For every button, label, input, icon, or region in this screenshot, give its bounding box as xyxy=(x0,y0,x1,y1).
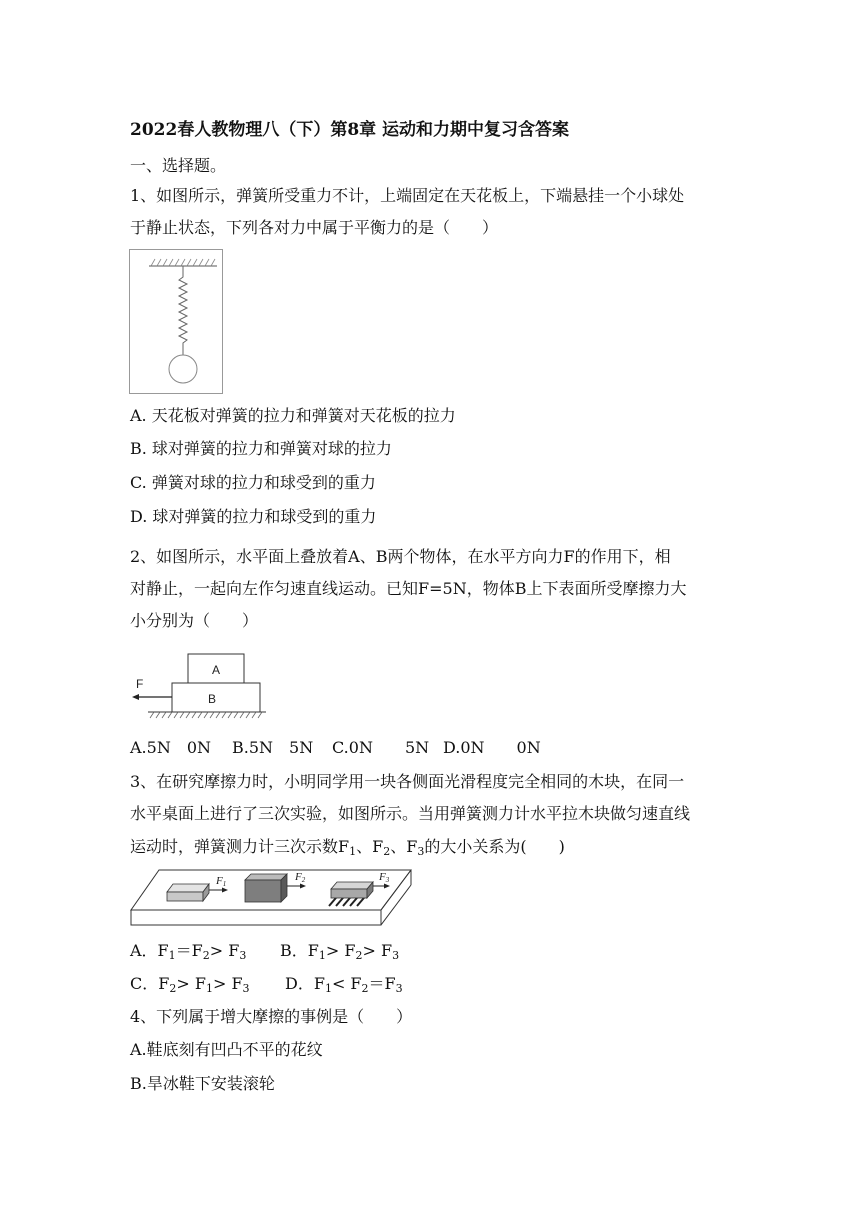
q3-stem-line2: 水平桌面上进行了三次实验，如图所示。当用弹簧测力计水平拉木块做匀速直线 xyxy=(130,804,691,823)
force-arrow-head xyxy=(132,694,139,700)
q2-stem-line3: 小分别为（ ） xyxy=(130,611,259,630)
q3-option-c: C．$F_2> F_1> F_3$ xyxy=(130,974,250,995)
q3-experiment-figure xyxy=(129,866,413,928)
q3-option-d: D．$F_1< F_2=F_3$ xyxy=(285,974,403,995)
q2-option-a: A.5N 0N xyxy=(130,738,212,757)
f3-label: F3 xyxy=(379,871,390,884)
q1-option-b: B. 球对弹簧的拉力和弹簧对球的拉力 xyxy=(130,439,392,458)
q4-stem: 4、下列属于增大摩擦的事例是（ ） xyxy=(130,1007,413,1026)
q2-blocks-figure xyxy=(130,650,270,720)
block-b-label: B xyxy=(207,692,217,706)
q4-option-b: B.旱冰鞋下安装滚轮 xyxy=(130,1074,275,1093)
q2-option-d: D.0N 0N xyxy=(443,738,541,757)
block-a-label: A xyxy=(211,663,221,677)
block-2 xyxy=(245,880,281,902)
q2-option-c: C.0N 5N xyxy=(332,738,430,757)
q2-stem-line1: 2、如图所示，水平面上叠放着A、B两个物体，在水平方向力F的作用下，相 xyxy=(130,547,671,566)
table-edge xyxy=(131,910,381,925)
q1-stem-line1: 1、如图所示，弹簧所受重力不计，上端固定在天花板上，下端悬挂一个小球处 xyxy=(130,186,685,205)
block-3 xyxy=(331,889,367,898)
q1-spring-figure xyxy=(129,249,223,394)
q3-stem-line3: 运动时，弹簧测力计三次示数$F_1$、$F_2$、$F_3$的大小关系为( ) xyxy=(130,837,565,858)
q1-option-a: A. 天花板对弹簧的拉力和弹簧对天花板的拉力 xyxy=(130,406,456,425)
q1-option-c: C. 弹簧对球的拉力和球受到的重力 xyxy=(130,473,376,492)
section-heading: 一、选择题。 xyxy=(130,156,227,175)
q1-option-d: D. 球对弹簧的拉力和球受到的重力 xyxy=(130,507,377,526)
block-1 xyxy=(167,892,203,901)
q3-option-a: A．$F_1=F_2> F_3$ xyxy=(130,941,247,962)
ground-hatch xyxy=(150,712,262,718)
q3-option-b: B．$F_1> F_2> F_3$ xyxy=(280,941,400,962)
document-title: 2022春人教物理八（下）第8章 运动和力期中复习含答案 xyxy=(130,120,570,140)
q1-stem-line2: 于静止状态，下列各对力中属于平衡力的是（ ） xyxy=(130,218,499,237)
f2-label: F2 xyxy=(295,871,306,884)
f1-label: F1 xyxy=(216,875,227,888)
q2-stem-line2: 对静止，一起向左作匀速直线运动。已知F=5N，物体B上下表面所受摩擦力大 xyxy=(130,579,687,598)
q2-option-b: B.5N 5N xyxy=(232,738,314,757)
q3-stem-line1: 3、在研究摩擦力时，小明同学用一块各侧面光滑程度完全相同的木块，在同一 xyxy=(130,772,685,791)
ball xyxy=(169,355,197,383)
force-label: F xyxy=(136,677,144,691)
q4-option-a: A.鞋底刻有凹凸不平的花纹 xyxy=(130,1040,323,1059)
